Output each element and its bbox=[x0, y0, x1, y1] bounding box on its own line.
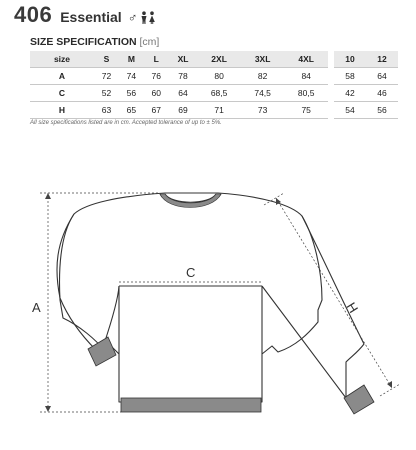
table-cell: 80,5 bbox=[284, 85, 328, 102]
product-name: Essential bbox=[60, 9, 122, 25]
measure-h-line bbox=[264, 193, 400, 396]
sweatshirt-outline bbox=[57, 193, 364, 402]
table-cell: 60 bbox=[144, 85, 169, 102]
right-cuff bbox=[344, 385, 374, 414]
table-cell: 71 bbox=[197, 102, 241, 119]
table-cell: 64 bbox=[366, 68, 398, 85]
size-header-cell: L bbox=[144, 51, 169, 68]
measure-a-line bbox=[40, 193, 160, 412]
table-cell: 58 bbox=[334, 68, 366, 85]
table-cell: 42 bbox=[334, 85, 366, 102]
table-cell: 56 bbox=[119, 85, 144, 102]
table-cell: 82 bbox=[241, 68, 285, 85]
table-cell: 46 bbox=[366, 85, 398, 102]
table-cell: 63 bbox=[94, 102, 119, 119]
measure-label: A bbox=[30, 68, 94, 85]
label-a: A bbox=[32, 300, 41, 315]
tolerance-note: All size specifications listed are in cm. Accepted tolerance of up to ± 5%. bbox=[30, 120, 222, 126]
spec-unit: [cm] bbox=[139, 36, 160, 48]
table-cell: 69 bbox=[169, 102, 198, 119]
size-header-cell: size bbox=[30, 51, 94, 68]
male-icon: ♂ bbox=[127, 10, 138, 25]
size-header-cell: S bbox=[94, 51, 119, 68]
size-header-cell: 10 bbox=[334, 51, 366, 68]
table-cell: 76 bbox=[144, 68, 169, 85]
measure-label: C bbox=[30, 85, 94, 102]
table-cell: 67 bbox=[144, 102, 169, 119]
table-cell: 73 bbox=[241, 102, 285, 119]
table-cell: 84 bbox=[284, 68, 328, 85]
size-header-cell: 4XL bbox=[284, 51, 328, 68]
table-cell: 52 bbox=[94, 85, 119, 102]
size-header-cell: 12 bbox=[366, 51, 398, 68]
waistband bbox=[121, 398, 261, 412]
label-h: H bbox=[343, 299, 362, 316]
size-header-cell: XL bbox=[169, 51, 198, 68]
spec-title-text: SIZE SPECIFICATION bbox=[30, 36, 137, 48]
product-code: 406 bbox=[14, 2, 53, 27]
measure-label: H bbox=[30, 102, 94, 119]
size-header-cell: 2XL bbox=[197, 51, 241, 68]
table-cell: 54 bbox=[334, 102, 366, 119]
table-cell: 80 bbox=[197, 68, 241, 85]
left-cuff bbox=[88, 337, 116, 366]
table-cell: 74,5 bbox=[241, 85, 285, 102]
table-cell: 68,5 bbox=[197, 85, 241, 102]
collar-band bbox=[160, 194, 221, 208]
table-cell: 78 bbox=[169, 68, 198, 85]
table-cell: 74 bbox=[119, 68, 144, 85]
size-header-cell: 3XL bbox=[241, 51, 285, 68]
size-header-cell: M bbox=[119, 51, 144, 68]
table-cell: 64 bbox=[169, 85, 198, 102]
table-cell: 56 bbox=[366, 102, 398, 119]
table-cell: 75 bbox=[284, 102, 328, 119]
label-c: C bbox=[186, 265, 196, 280]
table-cell: 65 bbox=[119, 102, 144, 119]
table-cell: 72 bbox=[94, 68, 119, 85]
